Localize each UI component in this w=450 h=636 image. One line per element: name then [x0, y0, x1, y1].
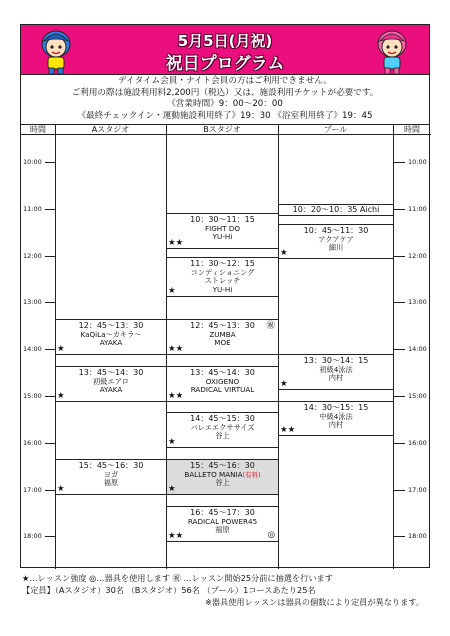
column-divider — [393, 125, 394, 569]
lesson-block-p3[interactable] — [279, 354, 393, 390]
lesson-name-line2: RADICAL VIRTUAL — [190, 385, 255, 395]
lesson-name: 初級エアロ — [93, 376, 129, 386]
intensity-stars: ★★ — [168, 391, 184, 401]
notice-line: 《営業時間》9：00〜20：00 — [167, 99, 283, 109]
lesson-instructor: YU-Hi — [212, 284, 233, 294]
lesson-time: 15：45〜16：30 — [78, 461, 144, 470]
hour-tick — [45, 302, 55, 303]
time-label-left: 14:00 — [23, 345, 42, 353]
hour-tick — [393, 256, 405, 257]
lesson-block-a2[interactable] — [56, 366, 166, 402]
lesson-name: BALLETO MANIA — [184, 469, 243, 479]
time-label-left: 13:00 — [23, 298, 42, 306]
girl-mascot-icon — [373, 29, 411, 75]
lesson-name: ヨガ — [103, 469, 119, 479]
time-label-left: 12:00 — [23, 252, 42, 260]
lesson-block-b6[interactable] — [167, 459, 278, 495]
lesson-block-p2[interactable] — [279, 224, 393, 259]
program-title: 祝日プログラム — [165, 54, 285, 74]
hour-tick — [393, 162, 405, 163]
intensity-stars: ★ — [280, 379, 288, 389]
title-banner — [21, 25, 429, 75]
legend-line: ★…レッスン強度 ◎…器具を使用します ㊗ …レッスン開始25分前に抽選を行います — [22, 573, 333, 583]
lesson-block-b1[interactable] — [167, 213, 278, 249]
intensity-stars: ★ — [280, 248, 288, 258]
intensity-stars: ★★ — [168, 531, 184, 541]
time-label-left: 18:00 — [23, 532, 42, 540]
equipment-mark-icon: ◎ — [267, 530, 275, 541]
lesson-instructor: YU-Hi — [212, 232, 233, 242]
column-divider — [278, 125, 279, 569]
lesson-name: ZUMBA — [209, 329, 236, 339]
time-label-right: 13:00 — [408, 298, 427, 306]
hour-tick — [393, 443, 405, 444]
lesson-time: 13：30〜14：15 — [303, 356, 369, 365]
lesson-time: 15：45〜16：30 — [190, 461, 255, 470]
hour-tick — [45, 162, 55, 163]
lesson-block-b3[interactable] — [167, 319, 278, 355]
lesson-time: 13：45〜14：30 — [78, 368, 144, 377]
time-label-left: 15:00 — [23, 392, 42, 400]
hour-tick — [393, 302, 405, 303]
time-label-left: 17:00 — [23, 486, 42, 494]
lesson-name: アクアケア — [318, 234, 354, 244]
time-label-right: 14:00 — [408, 345, 427, 353]
hour-tick — [393, 490, 405, 491]
lottery-mark-icon: ㊗ — [266, 321, 275, 331]
time-label-right: 10:00 — [408, 158, 427, 166]
lesson-name: OXIGENO — [205, 376, 240, 386]
hour-tick — [393, 209, 405, 210]
intensity-stars: ★ — [57, 391, 65, 401]
lesson-time: 10：20〜10：35 Aichi — [292, 205, 380, 214]
header-pool: プール — [278, 125, 393, 135]
time-label-right: 16:00 — [408, 439, 427, 447]
intensity-stars: ★ — [168, 286, 176, 296]
notice-block — [21, 76, 429, 122]
time-label-left: 11:00 — [23, 205, 42, 213]
intensity-stars: ★★ — [280, 425, 296, 435]
time-label-right: 15:00 — [408, 392, 427, 400]
intensity-stars: ★★ — [168, 344, 184, 354]
hour-tick — [45, 490, 55, 491]
lesson-instructor: MOE — [214, 338, 231, 348]
lesson-time: 12：45〜13：30 — [78, 321, 144, 330]
hour-tick — [393, 396, 405, 397]
header-studio-a: Aスタジオ — [55, 125, 166, 135]
intensity-stars: ★ — [57, 484, 65, 494]
capacity-line: 【定員】（Aスタジオ）30名 （Bスタジオ）56名 （プール）1コースあたり25名 — [22, 585, 316, 595]
lesson-block-b5[interactable] — [167, 412, 278, 448]
lesson-instructor: 福原 — [215, 525, 230, 535]
time-label-right: 11:00 — [408, 205, 427, 213]
hour-tick — [45, 256, 55, 257]
lesson-block-b4[interactable] — [167, 366, 278, 402]
notice-line: デイタイム会員・ナイト会員の方はご利用できません。 — [118, 76, 332, 86]
lesson-time: 10：45〜11：30 — [303, 226, 369, 235]
lesson-name: 初級4泳法 — [319, 364, 353, 374]
lesson-instructor: AYAKA — [99, 385, 123, 395]
schedule-frame — [20, 24, 430, 568]
footer-notes — [22, 572, 432, 608]
time-label-right: 18:00 — [408, 532, 427, 540]
lesson-time: 12：45〜13：30 — [190, 321, 255, 330]
lesson-block-b2[interactable] — [167, 257, 278, 297]
lesson-time: 11：30〜12：15 — [190, 259, 255, 268]
lesson-time: 10：30〜11：15 — [190, 215, 255, 224]
hour-tick — [393, 536, 405, 537]
notice-line: ご利用の際は施設利用料2,200円（税込）又は、施設利用チケットが必要です。 — [71, 87, 379, 98]
lesson-block-a3[interactable] — [56, 459, 166, 495]
time-label-left: 16:00 — [23, 439, 42, 447]
lesson-instructor: 谷上 — [215, 478, 230, 488]
lesson-time: 13：45〜14：30 — [190, 368, 255, 377]
program-date: 5月5日(月祝) — [177, 32, 273, 50]
hour-tick — [393, 349, 405, 350]
lesson-name: バレエエクササイズ — [190, 422, 255, 432]
hour-tick — [45, 536, 55, 537]
hour-tick — [45, 443, 55, 444]
equipment-note: ※器具使用レッスンは器具の個数により定員が異なります。 — [205, 597, 424, 607]
header-time-left: 時間 — [21, 125, 55, 135]
paid-label: (有料) — [242, 470, 261, 479]
time-label-left: 10:00 — [23, 158, 42, 166]
hour-tick — [45, 396, 55, 397]
time-label-right: 12:00 — [408, 252, 427, 260]
lesson-block-p1[interactable] — [279, 204, 393, 216]
notice-line: 《最終チェックイン・運動施設利用終了》19：30 《浴室利用終了》19：45 — [77, 110, 373, 121]
intensity-stars: ★ — [57, 344, 65, 354]
intensity-stars: ★ — [168, 437, 176, 447]
lesson-time: 16：45〜17：30 — [190, 508, 255, 517]
timetable-grid — [21, 124, 429, 569]
lesson-instructor: 福原 — [103, 478, 119, 488]
lesson-time: 14：45〜15：30 — [190, 414, 255, 423]
lesson-name: RADICAL POWER45 — [187, 516, 258, 526]
lesson-name: 中級4泳法 — [319, 411, 353, 421]
hour-tick — [45, 209, 55, 210]
header-studio-b: Bスタジオ — [166, 125, 278, 135]
intensity-stars: ★★ — [168, 238, 184, 248]
hour-tick — [45, 349, 55, 350]
lesson-name: FIGHT DO — [204, 223, 241, 233]
lesson-name: KaQiLa〜カキラ〜 — [80, 329, 142, 339]
lesson-instructor: 谷上 — [215, 431, 230, 441]
intensity-stars: ★ — [168, 484, 176, 494]
lesson-block-a1[interactable] — [56, 319, 166, 355]
lesson-instructor: AYAKA — [99, 338, 123, 348]
lesson-name-line2: ストレッチ — [204, 276, 241, 286]
lesson-instructor: 内村 — [328, 373, 344, 383]
lesson-instructor: 内村 — [328, 420, 344, 430]
lesson-block-b7[interactable] — [167, 506, 278, 542]
header-time-right: 時間 — [393, 125, 431, 135]
lesson-time: 14：30〜15：15 — [303, 403, 369, 412]
lesson-instructor: 細川 — [328, 243, 344, 253]
lesson-name: コンディショニング — [190, 267, 255, 277]
lesson-block-p4[interactable] — [279, 401, 393, 436]
time-label-right: 17:00 — [408, 486, 427, 494]
